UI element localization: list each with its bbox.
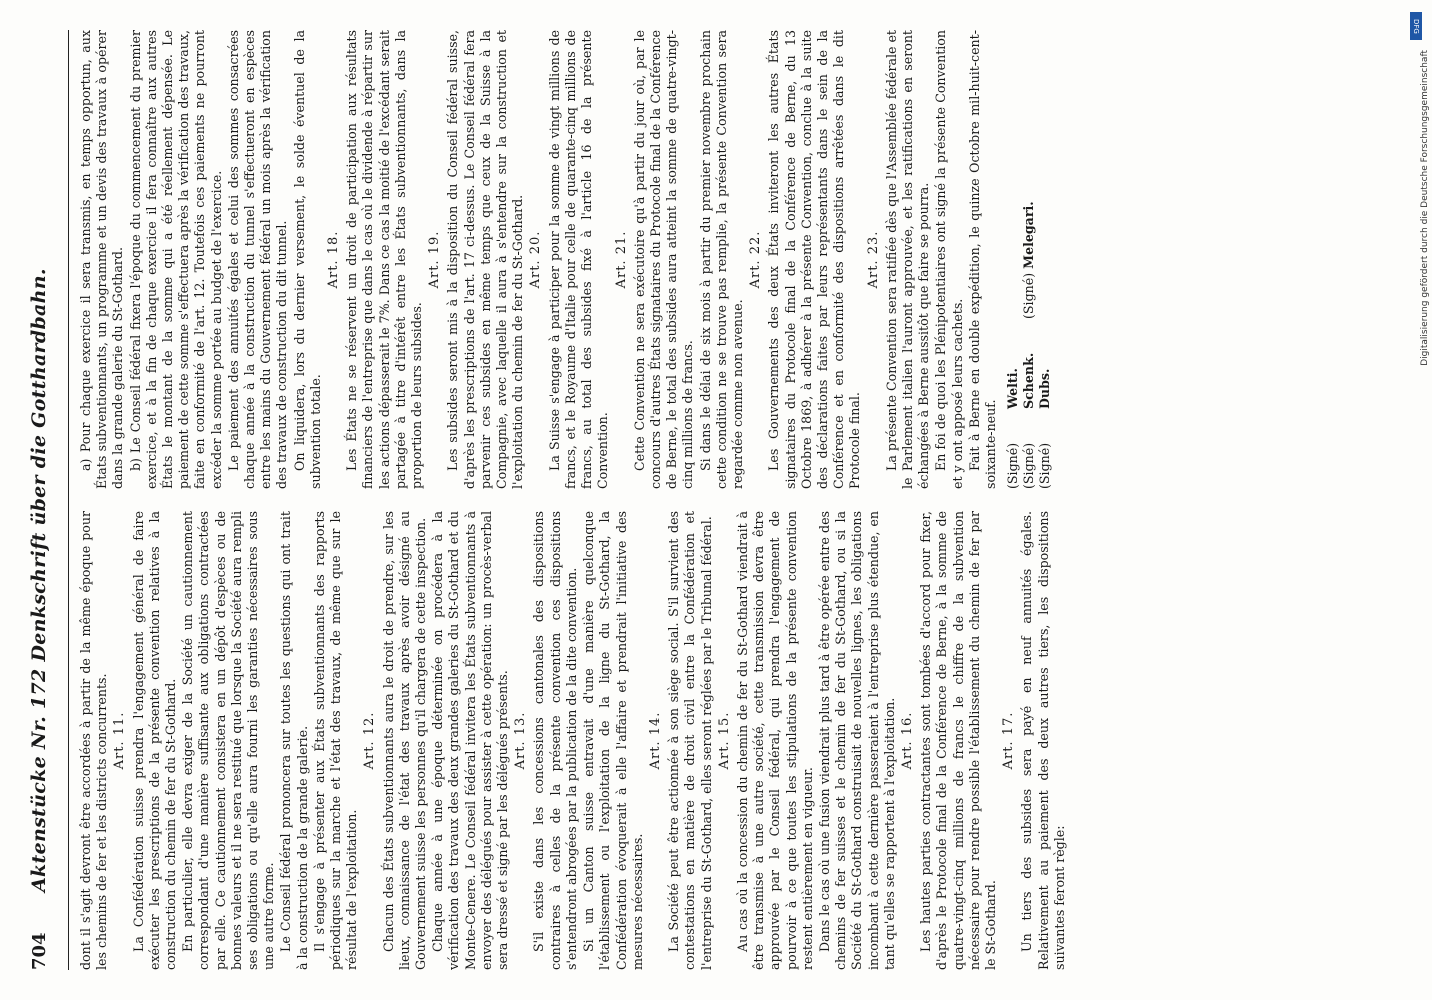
signatory-schenk: Schenk. [1021, 352, 1037, 409]
article-heading: Art. 20. [528, 230, 544, 289]
paragraph: On liquidera, lors du dernier versement, le solde éventuel de la subvention totale. [291, 30, 323, 489]
signe-label: (Signé) [1005, 442, 1021, 489]
signature-spacer [1037, 30, 1053, 319]
text-columns [78, 30, 1318, 970]
signe-label: (Signé) [1037, 442, 1053, 489]
paragraph: b) Le Conseil fédéral fixera l'époque du commencement du premier exercice, et à la fin de chaque exercice il fera connaître aux autres États le montant de la somme qui a été réellement dépensée. Le paiement de cette somme s'effectuera après la vérification des travaux, faite en conformité de l'art. 12. Toutefois ces paiements ne pourront excéder la somme portée au budget de l'exercice. [127, 30, 224, 489]
paragraph: Les hautes parties contractantes sont tombées d'accord pour fixer, d'après le Protocole final de la Conférence de Berne, à la somme de quatre-vingt-cinq millions de francs le chiffre de la subvention nécessaire pour rendre possible l'établissement du chemin de fer par le St-Gothard. [918, 511, 998, 970]
paragraph: La Confédération suisse prendra l'engagement général de faire exécuter les prescriptions de la présente convention relatives à la construction du chemin de fer du St-Gothard. [130, 511, 179, 970]
paragraph: Un tiers des subsides sera payé en neuf annuités égales. Relativement au paiement des deux autres tiers, les dispositions suivantes feront règle: [1019, 511, 1067, 970]
paragraph: La Société peut être actionnée à son siège social. S'il survient des contestations en matière de droit civil entre la Confédération et l'entreprise du St-Gothard, elles seront réglées par le Tribunal fédéral. [666, 511, 714, 970]
paragraph: Le Conseil fédéral prononcera sur toutes les questions qui ont trait à la construction de la grande galerie. [278, 511, 310, 970]
paragraph: En foi de quoi les Plénipotentiaires ont signé la présente Convention et y ont apposé leurs cachets. [933, 30, 965, 489]
paragraph: Il s'engage à présenter aux États subventionnants des rapports périodiques sur la marche et l'état des travaux, de même que sur le résultat de l'exploitation. [311, 511, 360, 970]
right-column [78, 30, 1318, 489]
article-heading: Art. 18. [326, 230, 342, 289]
paragraph: Chaque année à une époque déterminée on procédera à la vérification des travaux des deux grandes galeries du St-Gothard et du Monte-Cenere. Le Conseil fédéral invitera les États subventionnants à envoyer des délégués pour assister à cette opération: un procès-verbal sera dressé et signé par les délégués présents. [430, 511, 511, 970]
article-heading: Art. 23. [865, 230, 881, 289]
paragraph: Dans le cas où une fusion viendrait plus tard à être opérée entre des chemins de fer suisses et le chemin de fer du St-Gothard, ou si la Société du St-Gothard construisait de nouvelles lignes, les obligations incombant à cette dernière passeraient à l'entreprise plus étendue, en tant qu'elles se rapportent à l'exploitation. [816, 511, 897, 970]
dfg-watermark [1408, 10, 1428, 730]
dfg-credit-text: Digitalisierung gefördert durch die Deutsche Forschungsgemeinschaft [1420, 50, 1430, 366]
paragraph: La Suisse s'engage à participer pour la somme de vingt millions de francs, et le Royaume d'Italie pour celle de quarante-cinq millions de francs, au total des subsides fixé à l'article 16 de la présente Convention. [546, 30, 611, 489]
article-heading: Art. 19. [427, 230, 443, 289]
signatory-dubs: Dubs. [1037, 368, 1053, 409]
paragraph: Le paiement des annuités égales et celui des sommes consacrées chaque année à la construction du tunnel s'effectueront en espèces entre les mains du Gouvernement fédéral un mois après la vérification des travaux de construction du dit tunnel. [225, 30, 290, 489]
article-heading: Art. 22. [748, 230, 764, 289]
signatory-melegari: Melegari. [1021, 201, 1037, 269]
paragraph: La présente Convention sera ratifiée dès que l'Assemblée fédérale et le Parlement italien l'auront approuvée, et les ratifications en seront échangées à Berne aussitôt que faire se pourra. [883, 30, 932, 489]
paragraph: Les États ne se réservent un droit de participation aux résultats financiers de l'entreprise que dans le cas où le dividende à répartir sur les actions dépasserait le 7%. Dans ce cas la moitié de l'excédant serait partagée à titre d'intérêt entre les États subventionnants, dans la proportion de leurs subsides. [344, 30, 425, 489]
paragraph: Au cas où la concession du chemin de fer du St-Gothard viendrait à être transmise à une autre société, cette transmission devra être approuvée par le Conseil fédéral, qui prendra l'engagement de pourvoir à ce que toutes les stipulations de la présente convention restent entièrement en vigueur. [734, 511, 815, 970]
paragraph: Chacun des États subventionnants aura le droit de prendre, sur les lieux, connaissance de l'état des travaux après avoir désigné au Gouvernement suisse les personnes qu'il chargera de cette inspection. [380, 511, 429, 970]
signature-block [1005, 30, 1053, 489]
article-heading: Art. 16. [899, 711, 915, 770]
paragraph: Les subsides seront mis à la disposition du Conseil fédéral suisse, d'après les prescriptions de l'art. 17 ci-dessus. Le Conseil fédéral fera parvenir ces subsides en même temps que ceux de la Suisse à la Compagnie, avec laquelle il aura à s'entendre sur la construction et l'exploitation du chemin de fer du St-Gothard. [445, 30, 526, 489]
paragraph: dont il s'agit devront être accordées à partir de la même époque pour les chemins de fer et les districts concurrents. [78, 511, 110, 970]
dfg-logo: DFG [1410, 12, 1422, 40]
page-header [28, 30, 69, 970]
paragraph: Si dans le délai de six mois à partir du premier novembre prochain cette condition ne se trouve pas remplie, la présente Convention sera regardée comme non avenue. [697, 30, 745, 489]
signe-label: (Signé) [1021, 442, 1037, 489]
article-heading: Art. 15. [716, 711, 732, 770]
signatory-welti: Welti. [1005, 368, 1021, 409]
article-heading: Art. 13. [513, 711, 529, 770]
article-heading: Art. 12. [362, 711, 378, 770]
page-number: 704 [29, 932, 50, 970]
paragraph: En particulier, elle devra exiger de la Société un cautionnement correspondant d'une manière suffisante aux obligations contractées par elle. Ce cautionnement consistera en un dépôt d'espèces ou de bonnes valeurs et il ne sera restitué que lorsque la Société aura rempli ses obligations ou qu'elle aura fourni les garanties nécessaires sous une autre forme. [180, 511, 277, 970]
paragraph: Les Gouvernements des deux États inviteront les autres États signataires du Protocole final de la Conférence de Berne, du 13 Octobre 1869, à adhérer à la présente Convention, conclue à la suite des déclarations faites par leurs représentants dans le sein de la Conférence et en conformité des dispositions arrêtées dans le dit Protocole final. [766, 30, 863, 489]
article-heading: Art. 14. [647, 711, 663, 770]
article-heading: Art. 11. [112, 711, 128, 770]
running-title: Aktenstücke Nr. 172 Denkschrift über die Gotthardbahn. [28, 268, 50, 892]
paragraph: Cette Convention ne sera exécutoire qu'à partir du jour où, par le concours d'autres États signataires du Protocole final de la Conférence de Berne, le total des subsides aura atteint la somme de quatre-vingt-cinq millions de francs. [631, 30, 696, 489]
signature-italy [1021, 30, 1037, 319]
signature-spacer [1005, 30, 1021, 319]
signe-label: (Signé) [1021, 272, 1037, 319]
paragraph: Fait à Berne en double expédition, le quinze Octobre mil-huit-cent-soixante-neuf. [966, 30, 998, 489]
paragraph: a) Pour chaque exercice il sera transmis, en temps opportun, aux États subventionnants, un programme et un devis des travaux à opérer dans la grande galerie du St-Gothard. [78, 30, 126, 489]
paragraph: S'il existe dans les concessions cantonales des dispositions contraires à celles de la présente convention ces dispositions s'entendront abrogées par la publication de la dite convention. [531, 511, 579, 970]
article-heading: Art. 21. [613, 230, 629, 289]
article-heading: Art. 17. [1001, 711, 1017, 770]
paragraph: Si un Canton suisse entravait d'une manière quelconque l'établissement ou l'exploitation de la ligne du St-Gothard, la Confédération évoquerait à elle l'affaire et prendrait l'initiative des mesures nécessaires. [581, 511, 645, 970]
left-column [78, 511, 1318, 970]
